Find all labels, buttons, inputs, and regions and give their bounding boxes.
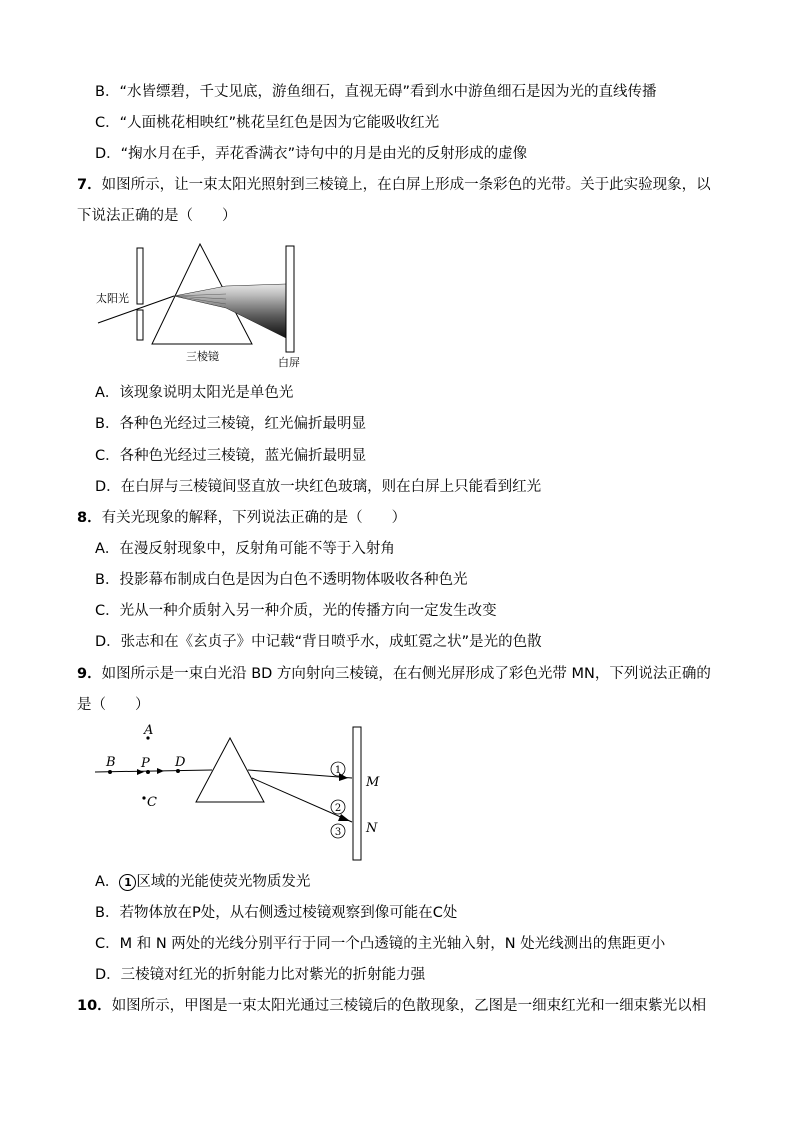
q8-option-d: D．张志和在《玄贞子》中记载“背日喷乎水，成虹霓之状”是光的色散 (95, 634, 542, 650)
q6-option-b: B．“水皆缥碧，千丈见底，游鱼细石，直视无碍”看到水中游鱼细石是因为光的直线传播 (95, 84, 657, 100)
q9-stem-line1 (77, 664, 711, 684)
q10-stem (77, 996, 706, 1016)
q7-option-d: D．在白屏与三棱镜间竖直放一块红色玻璃，则在白屏上只能看到红光 (95, 479, 542, 495)
q10-number: 10． (77, 998, 112, 1014)
region-2-label: 2 (334, 803, 342, 814)
q6-option-d: D．“掬水月在手，弄花香满衣”诗句中的月是由光的反射形成的虚像 (95, 146, 528, 162)
label-p: P (141, 756, 150, 771)
label-sunlight: 太阳光 (96, 292, 129, 305)
q8-option-a: A．在漫反射现象中，反射角可能不等于入射角 (95, 541, 395, 557)
incident-ray-bd (95, 770, 212, 772)
q7-stem-text: 如图所示，让一束太阳光照射到三棱镜上，在白屏上形成一条彩色的光带。关于此实验现象，以 (101, 177, 711, 193)
q7-option-b: B．各种色光经过三棱镜，红光偏折最明显 (95, 416, 366, 432)
light-screen (353, 727, 361, 860)
point-c (142, 796, 145, 799)
region-1-label: 1 (334, 765, 342, 776)
label-a: A (144, 723, 154, 738)
q9-option-a-circle (119, 874, 136, 891)
region-3-label: 3 (334, 827, 342, 838)
q9-stem-line2: 是（ ） (77, 697, 150, 713)
q9-option-c: C．M 和 N 两处的光线分别平行于同一个凸透镜的主光轴入射，N 处光线测出的焦距更小 (95, 936, 666, 952)
q7-option-a: A．该现象说明太阳光是单色光 (95, 385, 294, 401)
q7-prism-figure (90, 238, 320, 373)
slit-plate-top (137, 248, 143, 304)
q9-number: 9． (77, 666, 102, 682)
label-m: M (366, 775, 380, 790)
q8-option-b: B．投影幕布制成白色是因为白色不透明物体吸收各种色光 (95, 572, 468, 588)
q8-number: 8． (77, 510, 102, 526)
ray-arrow-2 (157, 768, 164, 774)
q7-stem-line1 (77, 175, 711, 195)
q7-number: 7． (77, 177, 102, 193)
q7-option-c: C．各种色光经过三棱镜，蓝光偏折最明显 (95, 448, 367, 464)
slit-plate-bottom (137, 310, 143, 340)
q8-option-c: C．光从一种介质射入另一种介质，光的传播方向一定发生改变 (95, 603, 497, 619)
q6-option-c: C．“人面桃花相映红”桃花呈红色是因为它能吸收红光 (95, 115, 440, 131)
q9-stem-text: 如图所示是一束白光沿 BD 方向射向三棱镜，在右侧光屏形成了彩色光带 MN，下列说法正确的 (101, 666, 711, 682)
q9-prism-figure (92, 718, 392, 868)
q9-option-d: D．三棱镜对红光的折射能力比对紫光的折射能力强 (95, 967, 426, 983)
q9-option-a (95, 872, 310, 892)
q9-option-b: B．若物体放在P处，从右侧透过棱镜观察到像可能在C处 (95, 905, 458, 921)
white-screen (286, 246, 294, 352)
label-prism: 三棱镜 (186, 350, 219, 363)
q10-stem-text: 如图所示，甲图是一束太阳光通过三棱镜后的色散现象，乙图是一细束红光和一细束紫光以相 (111, 998, 707, 1014)
q8-stem-text: 有关光现象的解释，下列说法正确的是（ ） (101, 510, 407, 526)
label-c: C (147, 795, 157, 810)
point-b (108, 770, 112, 774)
q8-stem (77, 508, 406, 528)
q9-option-a-circle-num: 1 (124, 875, 132, 889)
label-d: D (175, 755, 186, 770)
q9-option-a-text: 区域的光能使荧光物质发光 (136, 874, 311, 890)
q7-stem-line2: 下说法正确的是（ ） (77, 208, 237, 224)
label-b: B (106, 755, 116, 770)
label-screen: 白屏 (278, 356, 300, 369)
q9-option-a-prefix: A． (95, 874, 120, 890)
label-n: N (366, 821, 378, 836)
ray-arrow-n (338, 814, 350, 821)
